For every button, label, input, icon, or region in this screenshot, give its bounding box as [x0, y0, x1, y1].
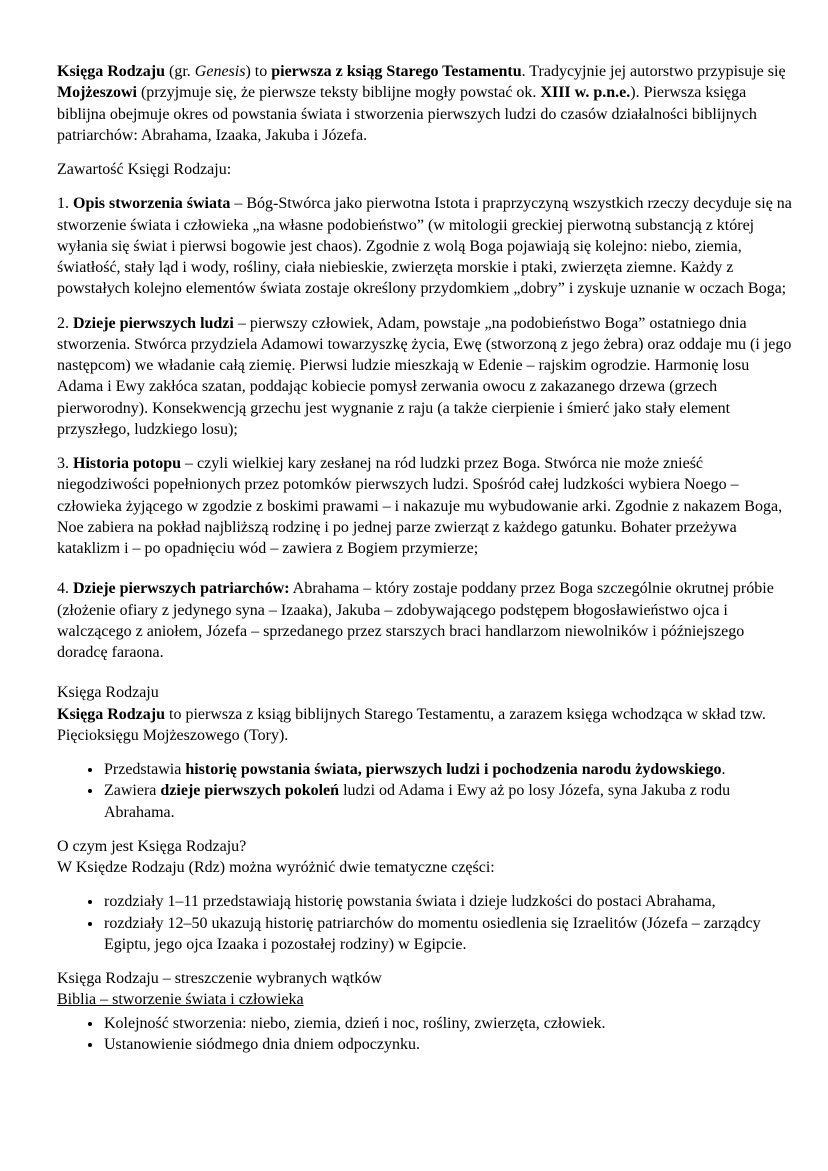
intro-paragraph [57, 61, 793, 146]
two-parts-list [57, 891, 793, 955]
text-run: historię powstania świata, pierwszych ludzi i pochodzenia narodu żydowskiego [185, 761, 722, 778]
text-run: – Bóg-Stwórca jako pierwotna Istota i praprzyczyną wszystkich rzeczy decyduje się na stworzenie świata i człowieka „na własne podobieństwo” (w mitologii greckiej pierwotną substancją z której wyłania się świat i pierwsi bogowie jest chaos). Zgodnie z wolą Boga pojawiają się kolejno: niebo, ziemia, światłość, stały ląd i wody, rośliny, ciała niebieskie, zwierzęta morskie i ptaki, zwierzęta ziemne. Każdy z powstałych kolejno elementów świata zostaje określony przydomkiem „dobry” i zyskuje uznanie w oczach Boga; [57, 195, 792, 298]
text-run: Biblia – stworzenie świata i człowieka [57, 991, 304, 1009]
contents-heading [57, 159, 793, 180]
list-item [103, 780, 793, 823]
text-run: Przedstawia [104, 761, 186, 778]
genesis-subtitle [57, 682, 793, 703]
text-run: Ustanowienie siódmego dnia dniem odpoczynku. [104, 1035, 420, 1053]
underlined-subheading [57, 989, 793, 1010]
text-run: . Tradycyjnie jej autorstwo przypisuje się [521, 63, 786, 80]
text-run: O czym jest Księga Rodzaju? [57, 837, 247, 855]
text-run: . [721, 761, 726, 778]
list-item [103, 891, 793, 912]
text-run: rozdziały 12–50 ukazują historię patriarchów do momentu osiedlenia się Izraelitów (Józefa – zarządcy Egiptu, jego ojca Izaaka i pozostałej rodziny) w Egipcie. [104, 914, 761, 953]
text-run: Zawartość Księgi Rodzaju: [57, 161, 232, 178]
summary-heading [57, 968, 793, 989]
item-1-creation [57, 193, 793, 299]
text-run: Księga Rodzaju – streszczenie wybranych wątków [57, 970, 382, 987]
list-item [103, 1034, 793, 1055]
text-run: – pierwszy człowiek, Adam, powstaje „na podobieństwo Boga” ostatniego dnia stworzenia. Stwórca przydziela Adamowi towarzyszkę życia, Ewę (stworzoną z jego żebra) oraz oddaje mu (i jego następcom) we władanie całą ziemię. Pierwsi ludzie mieszkają w Edenie – rajskim ogrodzie. Harmonię losu Adama i Ewy zakłóca szatan, poddając kobiecie pomysł zerwania owocu z zakazanego drzewa (grzech pierworodny). Konsekwencją grzechu jest wygnanie z raju (a także cierpienie i śmierć jako stały element przyszłego, ludzkiego losu); [57, 314, 792, 438]
text-run: Opis stworzenia świata [73, 195, 231, 213]
text-run: – czyli wielkiej kary zesłanej na ród ludzki przez Boga. Stwórca nie może znieść niegodziwości popełnionych przez potomków pierwszych ludzi. Spośród całej ludzkości wybiera Noego – człowieka żyjącego w zgodzie z boskimi prawami – i nakazuje mu wybudowanie arki. Zgodnie z nakazem Boga, Noe zabiera na pokład najbliższą rodzinę i po jednej parze zwierząt z każdego gatunku. Bohater przeżywa kataklizm i – po opadnięciu wód – zawiera z Bogiem przymierze; [57, 455, 783, 557]
text-run: ). Pierwsza księga biblijna obejmuje okres od powstania świata i stworzenia pierwszych ludzi do czasów działalności biblijnych patriarchów: Abrahama, Izaaka, Jakuba i Józefa. [57, 84, 757, 144]
text-run: Abrahama – który zostaje poddany przez Boga szczególnie okrutnej próbie (złożenie ofiary z jedynego syna – Izaaka), Jakuba – zdobywającego podstępem błogosławieństwo ojca i walczącego z aniołem, Józefa – sprzedanego przez starszych braci handlarzom niewolników i późniejszego doradcę faraona. [57, 580, 774, 661]
text-run: Zawiera [104, 782, 161, 800]
list-item [103, 913, 793, 956]
text-run: dzieje pierwszych pokoleń [160, 782, 340, 800]
genesis-facts-list [57, 759, 793, 823]
text-run: Księga Rodzaju [57, 684, 159, 702]
list-item [103, 759, 793, 780]
text-run: Dzieje pierwszych ludzi [73, 314, 234, 332]
two-parts-intro [57, 857, 793, 878]
question-heading [57, 836, 793, 857]
text-run: ) to [245, 63, 272, 80]
item-3-flood [57, 453, 793, 559]
text-run: ludzi od Adama i Ewy aż po losy Józefa, syna Jakuba z rodu Abrahama. [104, 782, 731, 821]
text-run: 2. [57, 314, 73, 332]
text-run: (gr. [165, 63, 195, 80]
text-run: 4. [57, 580, 73, 598]
text-run: pierwsza z ksiąg Starego Testamentu [271, 63, 522, 80]
text-run: W Księdze Rodzaju (Rdz) można wyróżnić dwie tematyczne części: [57, 859, 495, 876]
text-run: Księga Rodzaju [57, 705, 165, 723]
text-run: (przyjmuje się, że pierwsze teksty biblijne mogły powstać ok. [136, 84, 541, 102]
document-body [57, 61, 793, 1055]
item-4-patriarchs [57, 578, 793, 663]
text-run: Kolejność stworzenia: niebo, ziemia, dzień i noc, rośliny, zwierzęta, człowiek. [104, 1014, 606, 1032]
text-run: XIII w. p.n.e. [540, 84, 631, 102]
text-run: to pierwsza z ksiąg biblijnych Starego Testamentu, a zarazem księga wchodząca w skład tzw. Pięcioksięgu Mojżeszowego (Tory). [57, 705, 766, 744]
text-run: Księga Rodzaju [57, 63, 165, 80]
text-run: Genesis [194, 63, 246, 80]
list-item [103, 1013, 793, 1034]
creation-summary-list [57, 1013, 793, 1056]
text-run: rozdziały 1–11 przedstawiają historię powstania świata i dzieje ludzkości do postaci Abrahama, [104, 893, 716, 911]
text-run: Dzieje pierwszych patriarchów: [73, 580, 290, 598]
text-run: Historia potopu [73, 455, 182, 472]
genesis-definition [57, 704, 793, 747]
text-run: 3. [57, 455, 73, 472]
text-run: Mojżeszowi [57, 84, 137, 102]
item-2-first-people [57, 313, 793, 441]
text-run: 1. [57, 195, 73, 213]
